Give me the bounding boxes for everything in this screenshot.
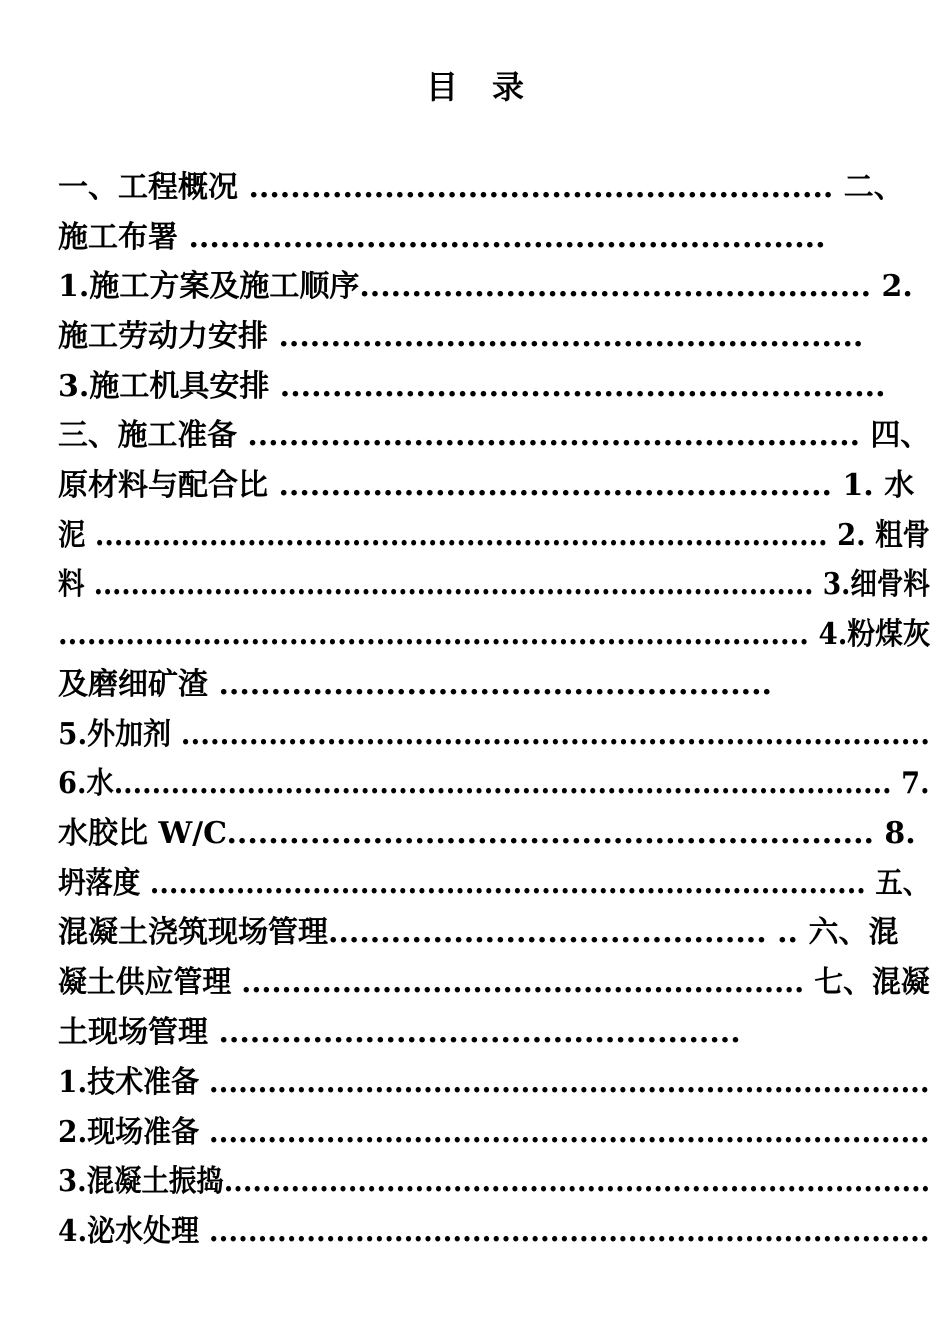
toc-line: 坍落度 ........................................................................... 五、 (58, 866, 931, 901)
toc-line: 1.施工方案及施工顺序................................................. 2. (58, 269, 913, 304)
toc-line: 土现场管理 .................................................. (58, 1015, 741, 1050)
toc-line: 2.现场准备 .......................................................................... (58, 1115, 930, 1150)
toc-line: 5.外加剂 ............................................................................. (58, 717, 930, 752)
toc-line: 4.泌水处理 .......................................................................... (58, 1214, 930, 1249)
toc-line: 原材料与配合比 ..................................................... 1. 水 (58, 468, 915, 503)
toc-line: 混凝土浇筑现场管理.......................................... .. 六、混 (58, 915, 899, 950)
toc-line: 3.施工机具安排 .......................................................... (58, 369, 886, 404)
toc-line: 施工劳动力安排 ........................................................ (58, 319, 864, 354)
toc-line: 泥 ............................................................................. 2. 粗骨 (58, 518, 930, 553)
page-title-part1: 目 (425, 68, 458, 106)
page-title-part2: 录 (492, 68, 525, 106)
toc-line: 施工布署 ............................................................. (58, 220, 826, 255)
toc-line: 料 .............................................................................. 3.细骨料 (58, 567, 930, 602)
toc-line: 1.技术准备 .......................................................................... (58, 1065, 930, 1100)
toc-line: 3.混凝土振捣.......................................................................... (58, 1164, 931, 1199)
toc-line: 6.水.................................................................................. 7. (58, 766, 930, 801)
toc-line: 凝土供应管理 ........................................................ 七、混凝 (58, 965, 930, 1000)
toc-line: 三、施工准备 ........................................................... 四、 (58, 418, 931, 453)
toc-line: 及磨细矿渣 ..................................................... (58, 667, 772, 702)
toc-line: .............................................................................. 4.粉煤灰 (58, 617, 931, 652)
page-title (0, 62, 950, 112)
toc-line: 水胶比 W/C.............................................................. 8. (58, 816, 916, 851)
toc-line: 一、工程概况 ........................................................ 二、 (58, 170, 904, 205)
